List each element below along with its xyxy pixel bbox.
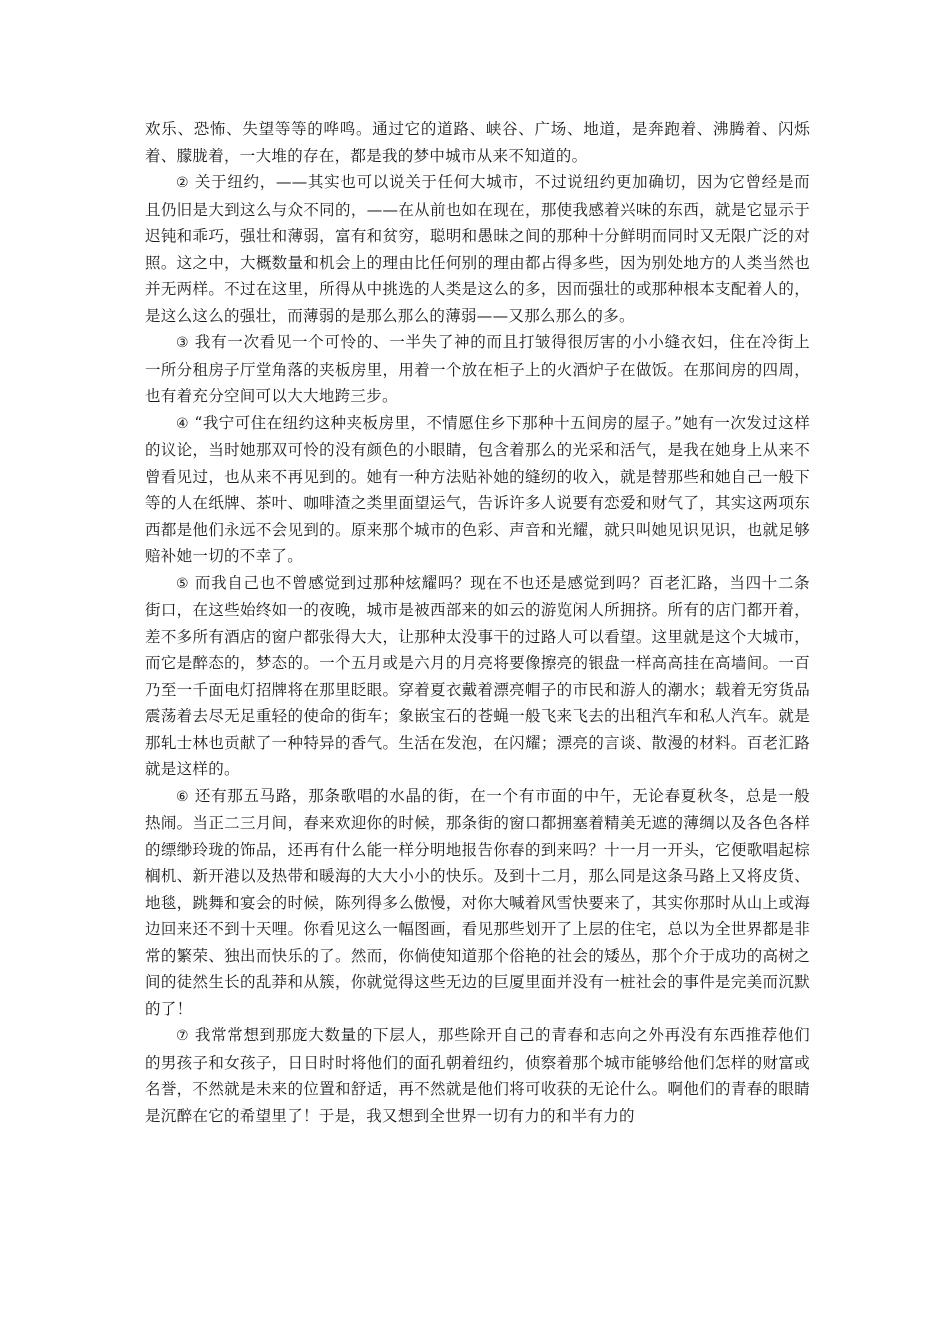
paragraph-1	[145, 116, 810, 169]
paragraph-3	[145, 329, 810, 410]
paragraph-5	[145, 570, 810, 783]
paragraph-text: 而我自己也不曾感觉到过那种炫耀吗？现在不也还是感觉到吗？百老汇路，当四十二条街口，在这些始终如一的夜晚，城市是被西部来的如云的游览闲人所拥挤。所有的店门都开着，差不多所有酒店的窗户都张得大大，让那种太没事干的过路人可以看望。这里就是这个大城市，而它是醉态的，梦态的。一个五月或是六月的月亮将要像擦亮的银盘一样高高挂在高墙间。一百乃至一千面电灯招牌将在那里眨眼。穿着夏衣戴着漂亮帽子的市民和游人的潮水；载着无穷货品震荡着去尽无足重轻的使命的街车；象嵌宝石的苍蝇一般飞来飞去的出租汽车和私人汽车。就是那轧士林也贡献了一种特异的香气。生活在发泡，在闪耀；漂亮的言谈、散漫的材料。百老汇路就是这样的。	[145, 573, 810, 778]
paragraph-7	[145, 1022, 810, 1129]
paragraph-number: ④	[176, 415, 190, 432]
paragraph-6	[145, 783, 810, 1023]
paragraph-number: ⑥	[176, 788, 190, 805]
paragraph-text: 关于纽约，——其实也可以说关于任何大城市，不过说纽约更加确切，因为它曾经是而且仍旧是大到这么与众不同的，——在从前也如在现在，那使我感着兴味的东西，就是它显示于迟钝和乖巧，强壮和薄弱，富有和贫穷，聪明和愚昧之间的那种十分鲜明而同时又无限广泛的对照。这之中，大概数量和机会上的理由比任何别的理由都占得多些，因为别处地方的人类当然也并无两样。不过在这里，所得从中挑选的人类是这么的多，因而强壮的或那种根本支配着人的，是这么这么的强壮，而薄弱的是那么那么的薄弱——又那么那么的多。	[145, 173, 810, 325]
paragraph-number: ②	[176, 175, 190, 191]
paragraph-text: 欢乐、恐怖、失望等等的哗鸣。通过它的道路、峡谷、广场、地道，是奔跑着、沸腾着、闪烁着、朦胧着，一大堆的存在，都是我的梦中城市从来不知道的。	[145, 120, 810, 165]
document-page	[145, 116, 810, 1129]
paragraph-text: 我有一次看见一个可怜的、一半失了神的而且打皱得很厉害的小小缝衣妇，住在冷街上一所分租房子厅堂角落的夹板房里，用着一个放在柜子上的火酒炉子在做饭。在那间房的四周，也有着充分空间可以大大地跨三步。	[145, 333, 810, 405]
paragraph-4	[145, 410, 810, 570]
paragraph-text: 我常常想到那庞大数量的下层人，那些除开自己的青春和志向之外再没有东西推荐他们的男孩子和女孩子，日日时时将他们的面孔朝着纽约，侦察着那个城市能够给他们怎样的财富或名誉，不然就是未来的位置和舒适，再不然就是他们将可收获的无论什么。啊他们的青春的眼睛是沉醉在它的希望里了！于是，我又想到全世界一切有力的和半有力的	[145, 1026, 810, 1125]
paragraph-2	[145, 169, 810, 329]
paragraph-text: 还有那五马路，那条歌唱的水晶的街，在一个有市面的中午，无论春夏秋冬，总是一般热闹。当正二三月间，春来欢迎你的时候，那条街的窗口都拥塞着精美无遮的薄绸以及各色各样的缥缈玲珑的饰品，还再有什么能一样分明地报告你春的到来吗？十一月一开头，它便歌唱起棕榈机、新开港以及热带和暖海的大大小小的快乐。及到十二月，那么同是这条马路上又将皮货、地毯，跳舞和宴会的时候，陈列得多么傲慢，对你大喊着风雪快要来了，其实你那时从山上或海边回来还不到十天哩。你看见这么一幅图画，看见那些划开了上层的住宅，总以为全世界都是非常的繁荣、独出而快乐的了。然而，你倘使知道那个俗艳的社会的矮丛，那个介于成功的高树之间的徒然生长的乱莽和从簇，你就觉得这些无边的巨厦里面并没有一桩社会的事件是完美而沉默的了！	[145, 786, 810, 1018]
paragraph-number: ⑤	[176, 575, 190, 592]
paragraph-number: ③	[176, 335, 190, 351]
paragraph-text: “我宁可住在纽约这种夹板房里，不情愿住乡下那种十五间房的屋子。”她有一次发过这样的议论，当时她那双可怜的没有颜色的小眼睛，包含着那么的光采和活气，是我在她身上从来不曾看见过，也从来不再见到的。她有一种方法贴补她的缝纫的收入，就是替那些和她自己一般下等的人在纸牌、茶叶、咖啡渣之类里面望运气，告诉许多人说要有恋爱和财气了，其实这两项东西都是他们永远不会见到的。原来那个城市的色彩、声音和光耀，就只叫她见识见识，也就足够赔补她一切的不幸了。	[145, 413, 811, 565]
paragraph-number: ⑦	[176, 1028, 190, 1044]
